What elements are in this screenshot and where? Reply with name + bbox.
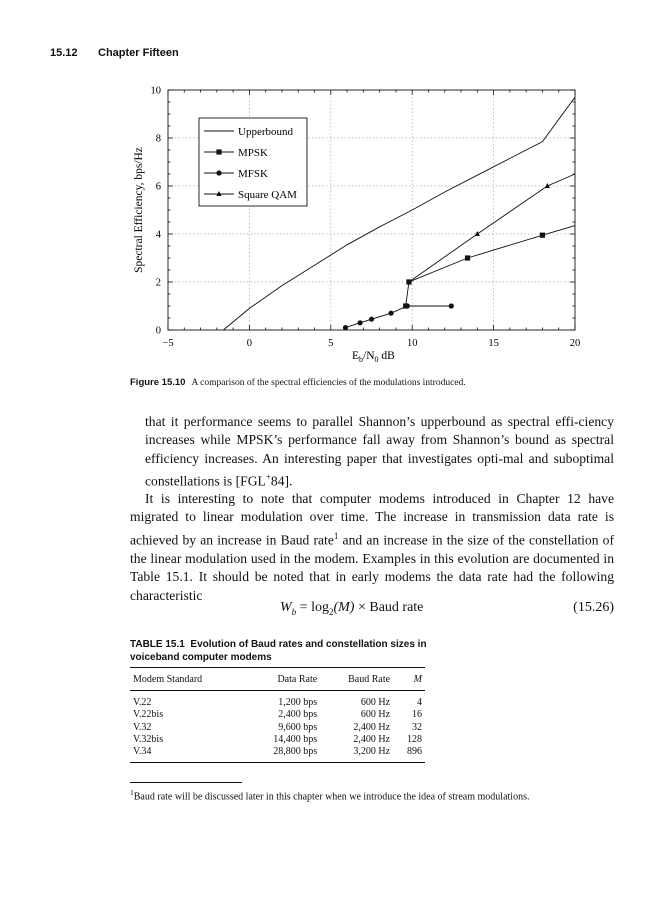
table-header-row: [130, 668, 425, 691]
equation-number: (15.26): [573, 600, 614, 615]
y-tick-label: 10: [150, 85, 161, 97]
table-cell: 9,600 bps: [278, 721, 318, 733]
x-tick-label: 0: [246, 338, 253, 349]
table-cell: 28,800 bps: [244, 746, 320, 763]
figure-caption: [130, 377, 466, 388]
table-cell: 14,400 bps: [273, 733, 318, 745]
point-mfsk: [405, 303, 410, 308]
chapter-title: Chapter Fifteen: [98, 47, 179, 59]
table-cell: V.22: [133, 697, 152, 708]
point-mpsk: [540, 233, 545, 238]
table-caption: [130, 639, 430, 664]
equation-body: [280, 600, 423, 617]
table-header: M: [393, 668, 425, 691]
paragraph-2: [130, 490, 614, 605]
y-tick-label: 0: [155, 325, 161, 337]
figure-label: Figure 15.10: [130, 377, 186, 388]
table-cell: 600 Hz: [360, 709, 391, 721]
table-cell: 2,400 Hz: [353, 721, 391, 733]
point-mfsk: [358, 320, 363, 325]
series-line-mpsk: [406, 226, 575, 306]
table-header: Baud Rate: [320, 668, 393, 691]
y-tick-label: 4: [155, 229, 161, 241]
citation-superscript: +: [265, 472, 271, 483]
paragraph-1: [145, 413, 614, 491]
legend-label: MPSK: [238, 147, 268, 159]
modem-table: [130, 667, 425, 763]
table-cell: 4: [417, 697, 422, 708]
legend-label: Upperbound: [238, 126, 293, 138]
table-cell: V.22bis: [133, 709, 164, 721]
footnote-rule: [130, 782, 242, 783]
series-mfsk: [343, 303, 454, 330]
equation-log: = log: [296, 600, 329, 615]
table-label: TABLE 15.1: [130, 639, 185, 650]
figure-caption-text: A comparison of the spectral efficiencies of the modulations introduced.: [191, 378, 466, 388]
table-cell: 2,400 Hz: [353, 733, 391, 745]
table-cell: V.32: [133, 721, 152, 733]
table-row: [130, 709, 425, 721]
y-tick-label: 2: [155, 277, 161, 289]
point-mfsk: [388, 311, 393, 316]
table-cell: 896: [393, 746, 425, 763]
table-header: Data Rate: [244, 668, 320, 691]
table-cell: 16: [412, 709, 422, 721]
footnote-mark: 1: [130, 788, 134, 797]
table-header: Modem Standard: [130, 668, 244, 691]
equation-lhs-sub: b: [291, 606, 297, 617]
point-mfsk: [369, 317, 374, 322]
x-tick-label: −5: [162, 338, 174, 349]
equation-rhs: × Baud rate: [354, 600, 424, 615]
x-tick-label: 15: [488, 338, 499, 349]
y-tick-label: 8: [155, 133, 161, 145]
equation-log-base: 2: [328, 606, 334, 617]
point-square-qam: [475, 231, 480, 236]
x-tick-label: 20: [569, 338, 581, 349]
equation-lhs: W: [280, 600, 292, 615]
legend-marker: [216, 149, 221, 154]
paragraph-1-text: that it performance seems to parallel Shannon’s upperbound as spectral effi-ciency increases while MPSK’s performance fall away from Shannon’s bound as spectral efficiency increases. An interesting paper that investigates opti-mal and suboptimal constellations is [FGL: [145, 414, 614, 489]
footnote-text: Baud rate will be discussed later in this chapter when we introduce the idea of stream modulations.: [133, 791, 530, 803]
equation-15-26: [130, 600, 614, 620]
table-row: [130, 746, 425, 763]
table-row: [130, 691, 425, 710]
x-axis-label: $E_b/N_0$ dB: [352, 350, 395, 364]
point-mfsk: [449, 303, 454, 308]
y-tick-labels: [151, 86, 162, 337]
table-cell: 128: [407, 733, 422, 745]
x-tick-label: 5: [328, 338, 334, 349]
page-number: 15.12: [50, 47, 78, 59]
series-mpsk: [403, 226, 575, 309]
series-line-square-qam: [409, 174, 575, 282]
legend: [199, 118, 307, 206]
series-square-qam: [406, 174, 575, 284]
point-mpsk: [465, 255, 470, 260]
x-tick-label: 10: [406, 338, 418, 349]
paragraph-2-end: and an increase in the size of the constellation of the linear modulation used in the modem. Examples in this evolution are documented in Table 15.1. It should be noted that in early modems the data rate had the following characteristic: [130, 532, 615, 603]
legend-marker: [216, 170, 221, 175]
footnote-reference: 1: [333, 530, 339, 541]
y-tick-label: 6: [155, 181, 161, 193]
table-row: [130, 722, 425, 734]
paragraph-2-text: It is interesting to note that computer modems introduced in Chapter 12 have migrated to linear modulation over time. The increase in transmission data rate is achieved by an increase in Baud rate: [130, 491, 614, 548]
paragraph-1-end: 84].: [270, 473, 293, 489]
legend-label: MFSK: [238, 168, 268, 180]
x-tick-labels: [162, 338, 580, 349]
table-caption-text: Evolution of Baud rates and constellation sizes in voiceband computer modems: [130, 639, 427, 663]
table-cell: 2,400 bps: [278, 709, 318, 721]
table-cell: V.34: [130, 746, 244, 763]
table-cell: 600 Hz: [360, 697, 391, 708]
y-axis-label: Spectral Efficiency, bps/Hz: [133, 147, 145, 273]
table-cell: V.32bis: [133, 733, 164, 745]
table-cell: 32: [412, 721, 422, 733]
equation-argument: (M): [333, 600, 355, 615]
table-cell: 1,200 bps: [278, 697, 318, 708]
table-cell: 3,200 Hz: [320, 746, 393, 763]
table-row: [130, 734, 425, 746]
legend-label: Square QAM: [238, 189, 297, 201]
point-mfsk: [343, 325, 348, 330]
footnote: [130, 787, 614, 804]
